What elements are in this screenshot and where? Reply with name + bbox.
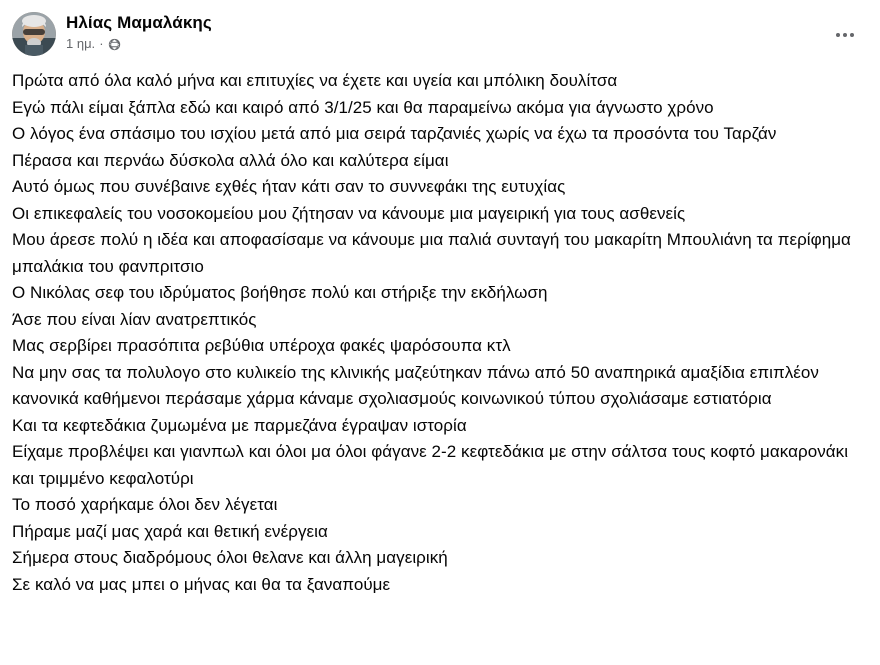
post-timestamp[interactable]: 1 ημ. xyxy=(66,36,96,51)
post-line: Οι επικεφαλείς του νοσοκομείου μου ζήτησαν να κάνουμε μια μαγειρική για τους ασθενείς xyxy=(12,203,686,223)
post-line: Σήμερα στους διαδρόμους όλοι θελανε και άλλη μαγειρική xyxy=(12,548,448,567)
meta-separator: · xyxy=(99,36,104,51)
post-line: Είχαμε προβλέψει και γιανπωλ και όλοι μα όλοι φάγανε 2-2 κεφτεδάκια με στην σάλτσα τους κοφτό μακαρονάκι και τριμμένο κεφαλοτύρι xyxy=(12,442,849,488)
dot xyxy=(843,33,847,37)
post-meta xyxy=(66,36,212,52)
post-line: Μας σερβίρει πρασόπιτα ρεβύθια υπέροχα φακές ψαρόσουπα κτλ xyxy=(12,336,511,355)
post-body xyxy=(12,62,868,598)
post-line: Άσε που είναι λίαν ανατρεπτικός xyxy=(12,309,257,329)
globe-icon[interactable] xyxy=(108,38,121,51)
post-line: Μου άρεσε πολύ η ιδέα και αποφασίσαμε να κάνουμε μια παλιά συνταγή του μακαρίτη Μπουλιάνη τα περίφημα μπαλάκια του φανπριτσιο xyxy=(12,230,851,276)
post-line: Πέρασα και περνάω δύσκολα αλλά όλο και καλύτερα είμαι xyxy=(12,150,449,170)
dot xyxy=(850,33,854,37)
avatar[interactable] xyxy=(12,12,56,56)
post-line: Εγώ πάλι είμαι ξάπλα εδώ και καιρό από 3/1/25 και θα παραμείνω ακόμα για άγνωστο χρόνο xyxy=(12,97,714,117)
post-line: Πρώτα από όλα καλό μήνα και επιτυχίες να έχετε και υγεία και μπόλικη δουλίτσα xyxy=(12,71,618,90)
post-line: Πήραμε μαζί μας χαρά και θετική ενέργεια xyxy=(12,521,328,541)
post-line: Και τα κεφτεδάκια ζυμωμένα με παρμεζάνα έγραψαν ιστορία xyxy=(12,415,467,435)
post-line: Ο λόγος ένα σπάσιμο του ισχίου μετά από μια σειρά ταρζανιές χωρίς να έχω τα προσόντα του Ταρζάν xyxy=(12,124,777,143)
author-name[interactable]: Ηλίας Μαμαλάκης xyxy=(66,13,212,32)
header-text xyxy=(66,12,212,52)
avatar-photo xyxy=(12,12,56,56)
dot xyxy=(836,33,840,37)
post-line: Αυτό όμως που συνέβαινε εχθές ήταν κάτι σαν το συννεφάκι της ευτυχίας xyxy=(12,177,566,196)
post-header xyxy=(12,10,868,62)
post-line: Ο Νικόλας σεφ του ιδρύματος βοήθησε πολύ και στήριξε την εκδήλωση xyxy=(12,283,548,302)
post-line: Το ποσό χαρήκαμε όλοι δεν λέγεται xyxy=(12,495,278,514)
more-options-icon[interactable] xyxy=(828,18,862,52)
post-line: Σε καλό να μας μπει ο μήνας και θα τα ξαναπούμε xyxy=(12,574,391,594)
post-line: Να μην σας τα πολυλογο στο κυλικείο της κλινικής μαζεύτηκαν πάνω από 50 αναπηρικά αμαξίδια επιπλέον κανονικά καθήμενοι περάσαμε χάρμα κάναμε σχολιασμούς κοινωνικού τύπου σχολιάσαμε εστιατόρια xyxy=(12,362,819,408)
